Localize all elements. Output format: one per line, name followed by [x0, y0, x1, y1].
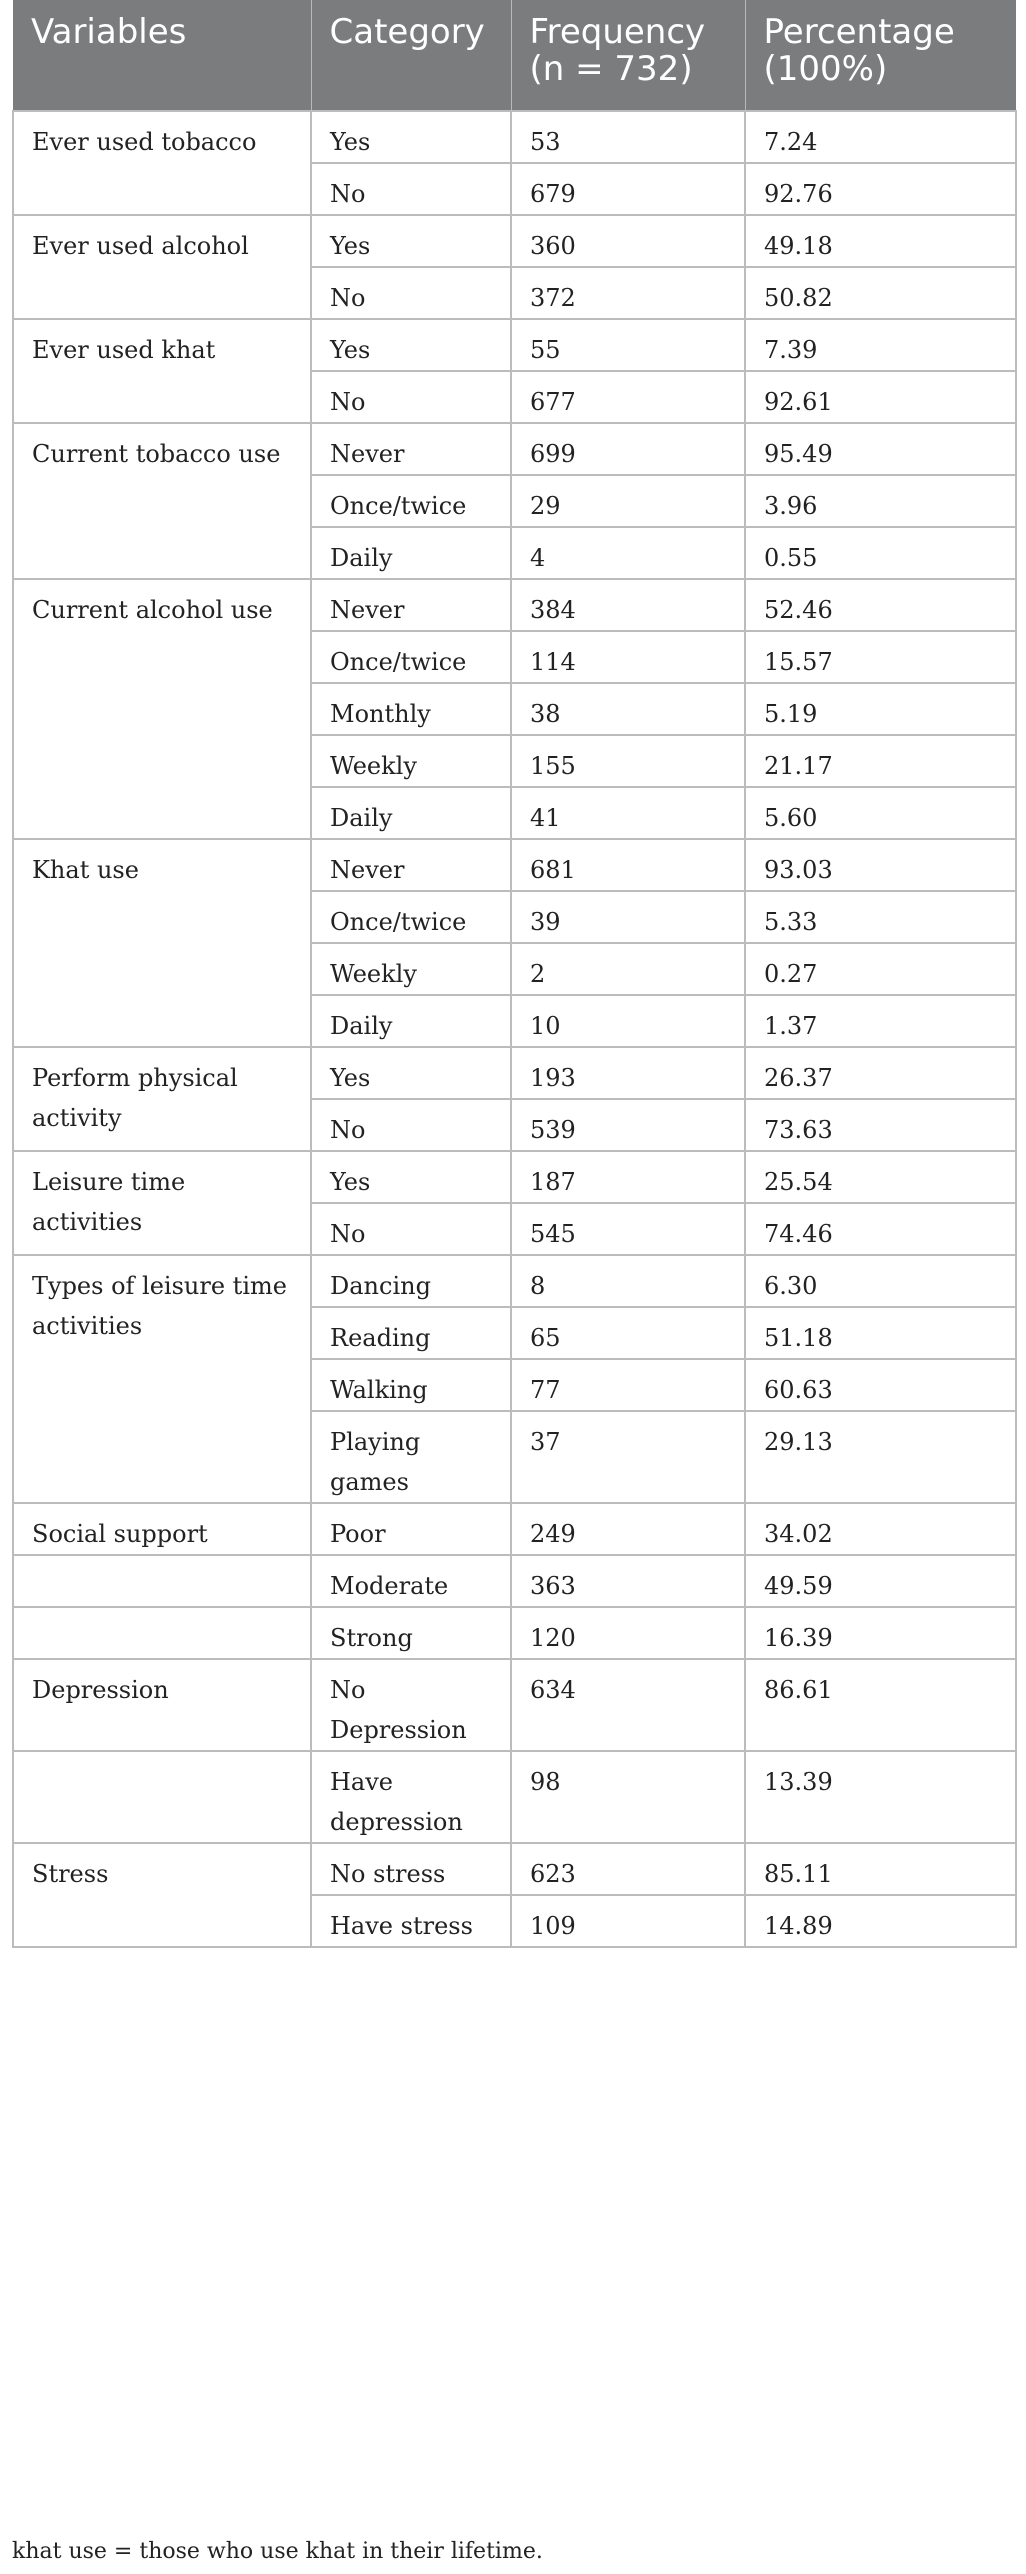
- cell-percentage: 85.11: [745, 1843, 1016, 1895]
- cell-category: Playing games: [311, 1411, 511, 1503]
- cell-percentage: 60.63: [745, 1359, 1016, 1411]
- table-row: [13, 1607, 1016, 1659]
- cell-frequency: 249: [511, 1503, 745, 1555]
- cell-category: No: [311, 1203, 511, 1255]
- cell-frequency: 38: [511, 683, 745, 735]
- cell-percentage: 29.13: [745, 1411, 1016, 1503]
- cell-category: No: [311, 267, 511, 319]
- cell-frequency: 65: [511, 1307, 745, 1359]
- cell-category: Yes: [311, 1151, 511, 1203]
- cell-frequency: 699: [511, 423, 745, 475]
- cell-variable: [13, 1607, 311, 1659]
- cell-frequency: 114: [511, 631, 745, 683]
- cell-category: No Depression: [311, 1659, 511, 1751]
- table-header: [13, 0, 1016, 111]
- cell-frequency: 372: [511, 267, 745, 319]
- cell-frequency: 187: [511, 1151, 745, 1203]
- cell-percentage: 3.96: [745, 475, 1016, 527]
- cell-variable: Social support: [13, 1503, 311, 1555]
- data-table-container: [12, 0, 1015, 1948]
- cell-category: Yes: [311, 111, 511, 163]
- cell-percentage: 1.37: [745, 995, 1016, 1047]
- cell-frequency: 634: [511, 1659, 745, 1751]
- cell-percentage: 73.63: [745, 1099, 1016, 1151]
- cell-frequency: 545: [511, 1203, 745, 1255]
- cell-frequency: 681: [511, 839, 745, 891]
- cell-category: Never: [311, 839, 511, 891]
- cell-frequency: 2: [511, 943, 745, 995]
- cell-percentage: 95.49: [745, 423, 1016, 475]
- cell-percentage: 86.61: [745, 1659, 1016, 1751]
- cell-variable: Depression: [13, 1659, 311, 1751]
- cell-frequency: 55: [511, 319, 745, 371]
- cell-percentage: 7.24: [745, 111, 1016, 163]
- cell-category: Yes: [311, 319, 511, 371]
- cell-variable: Types of leisure time activities: [13, 1255, 311, 1503]
- table-row: [13, 423, 1016, 475]
- cell-frequency: 155: [511, 735, 745, 787]
- cell-variable: Ever used khat: [13, 319, 311, 423]
- cell-category: Weekly: [311, 735, 511, 787]
- cell-category: Yes: [311, 215, 511, 267]
- cell-percentage: 74.46: [745, 1203, 1016, 1255]
- table-row: [13, 579, 1016, 631]
- cell-category: Have depression: [311, 1751, 511, 1843]
- cell-percentage: 92.76: [745, 163, 1016, 215]
- cell-percentage: 51.18: [745, 1307, 1016, 1359]
- cell-category: Never: [311, 423, 511, 475]
- table-row: [13, 1659, 1016, 1751]
- cell-frequency: 53: [511, 111, 745, 163]
- table-row: [13, 1751, 1016, 1843]
- table-row: [13, 1503, 1016, 1555]
- cell-category: Once/twice: [311, 891, 511, 943]
- cell-category: No: [311, 371, 511, 423]
- cell-variable: Khat use: [13, 839, 311, 1047]
- cell-frequency: 679: [511, 163, 745, 215]
- cell-frequency: 193: [511, 1047, 745, 1099]
- header-row: [13, 0, 1016, 111]
- cell-percentage: 50.82: [745, 267, 1016, 319]
- table-row: [13, 111, 1016, 163]
- cell-percentage: 26.37: [745, 1047, 1016, 1099]
- table-row: [13, 1555, 1016, 1607]
- cell-category: Yes: [311, 1047, 511, 1099]
- header-frequency: Frequency (n = 732): [511, 0, 745, 111]
- cell-category: Dancing: [311, 1255, 511, 1307]
- cell-frequency: 677: [511, 371, 745, 423]
- cell-percentage: 13.39: [745, 1751, 1016, 1843]
- table-row: [13, 1151, 1016, 1203]
- cell-category: Weekly: [311, 943, 511, 995]
- cell-frequency: 37: [511, 1411, 745, 1503]
- cell-variable: Current tobacco use: [13, 423, 311, 579]
- cell-percentage: 5.33: [745, 891, 1016, 943]
- cell-frequency: 109: [511, 1895, 745, 1947]
- cell-category: Moderate: [311, 1555, 511, 1607]
- cell-frequency: 4: [511, 527, 745, 579]
- cell-category: Daily: [311, 995, 511, 1047]
- data-table: [12, 0, 1017, 1948]
- cell-category: Once/twice: [311, 475, 511, 527]
- cell-percentage: 14.89: [745, 1895, 1016, 1947]
- cell-percentage: 49.18: [745, 215, 1016, 267]
- cell-percentage: 52.46: [745, 579, 1016, 631]
- cell-percentage: 7.39: [745, 319, 1016, 371]
- cell-percentage: 49.59: [745, 1555, 1016, 1607]
- cell-variable: Leisure time activities: [13, 1151, 311, 1255]
- cell-percentage: 25.54: [745, 1151, 1016, 1203]
- cell-frequency: 98: [511, 1751, 745, 1843]
- cell-percentage: 93.03: [745, 839, 1016, 891]
- table-row: [13, 319, 1016, 371]
- cell-category: No: [311, 163, 511, 215]
- cell-percentage: 92.61: [745, 371, 1016, 423]
- cell-category: Daily: [311, 787, 511, 839]
- cell-variable: Current alcohol use: [13, 579, 311, 839]
- cell-frequency: 8: [511, 1255, 745, 1307]
- cell-category: Never: [311, 579, 511, 631]
- cell-percentage: 0.55: [745, 527, 1016, 579]
- header-percentage: Percentage (100%): [745, 0, 1016, 111]
- header-variables: Variables: [13, 0, 311, 111]
- cell-percentage: 0.27: [745, 943, 1016, 995]
- cell-category: Daily: [311, 527, 511, 579]
- cell-variable: Ever used tobacco: [13, 111, 311, 215]
- cell-category: Once/twice: [311, 631, 511, 683]
- cell-percentage: 5.60: [745, 787, 1016, 839]
- cell-frequency: 363: [511, 1555, 745, 1607]
- cell-category: Poor: [311, 1503, 511, 1555]
- table-row: [13, 1047, 1016, 1099]
- cell-category: No: [311, 1099, 511, 1151]
- cell-category: No stress: [311, 1843, 511, 1895]
- cell-frequency: 10: [511, 995, 745, 1047]
- cell-category: Strong: [311, 1607, 511, 1659]
- cell-frequency: 360: [511, 215, 745, 267]
- table-row: [13, 1843, 1016, 1895]
- table-row: [13, 1255, 1016, 1307]
- cell-variable: Stress: [13, 1843, 311, 1947]
- table-body: [13, 111, 1016, 1947]
- cell-variable: Perform physical activity: [13, 1047, 311, 1151]
- cell-percentage: 34.02: [745, 1503, 1016, 1555]
- cell-variable: [13, 1751, 311, 1843]
- header-category: Category: [311, 0, 511, 111]
- table-footnote: khat use = those who use khat in their lifetime.: [12, 2539, 543, 2564]
- cell-percentage: 15.57: [745, 631, 1016, 683]
- cell-frequency: 29: [511, 475, 745, 527]
- cell-percentage: 5.19: [745, 683, 1016, 735]
- cell-frequency: 539: [511, 1099, 745, 1151]
- cell-percentage: 6.30: [745, 1255, 1016, 1307]
- cell-category: Have stress: [311, 1895, 511, 1947]
- cell-category: Walking: [311, 1359, 511, 1411]
- cell-frequency: 41: [511, 787, 745, 839]
- cell-frequency: 623: [511, 1843, 745, 1895]
- table-row: [13, 215, 1016, 267]
- cell-percentage: 21.17: [745, 735, 1016, 787]
- cell-frequency: 77: [511, 1359, 745, 1411]
- cell-category: Monthly: [311, 683, 511, 735]
- cell-frequency: 39: [511, 891, 745, 943]
- cell-variable: Ever used alcohol: [13, 215, 311, 319]
- cell-frequency: 120: [511, 1607, 745, 1659]
- cell-category: Reading: [311, 1307, 511, 1359]
- table-row: [13, 839, 1016, 891]
- cell-variable: [13, 1555, 311, 1607]
- cell-frequency: 384: [511, 579, 745, 631]
- cell-percentage: 16.39: [745, 1607, 1016, 1659]
